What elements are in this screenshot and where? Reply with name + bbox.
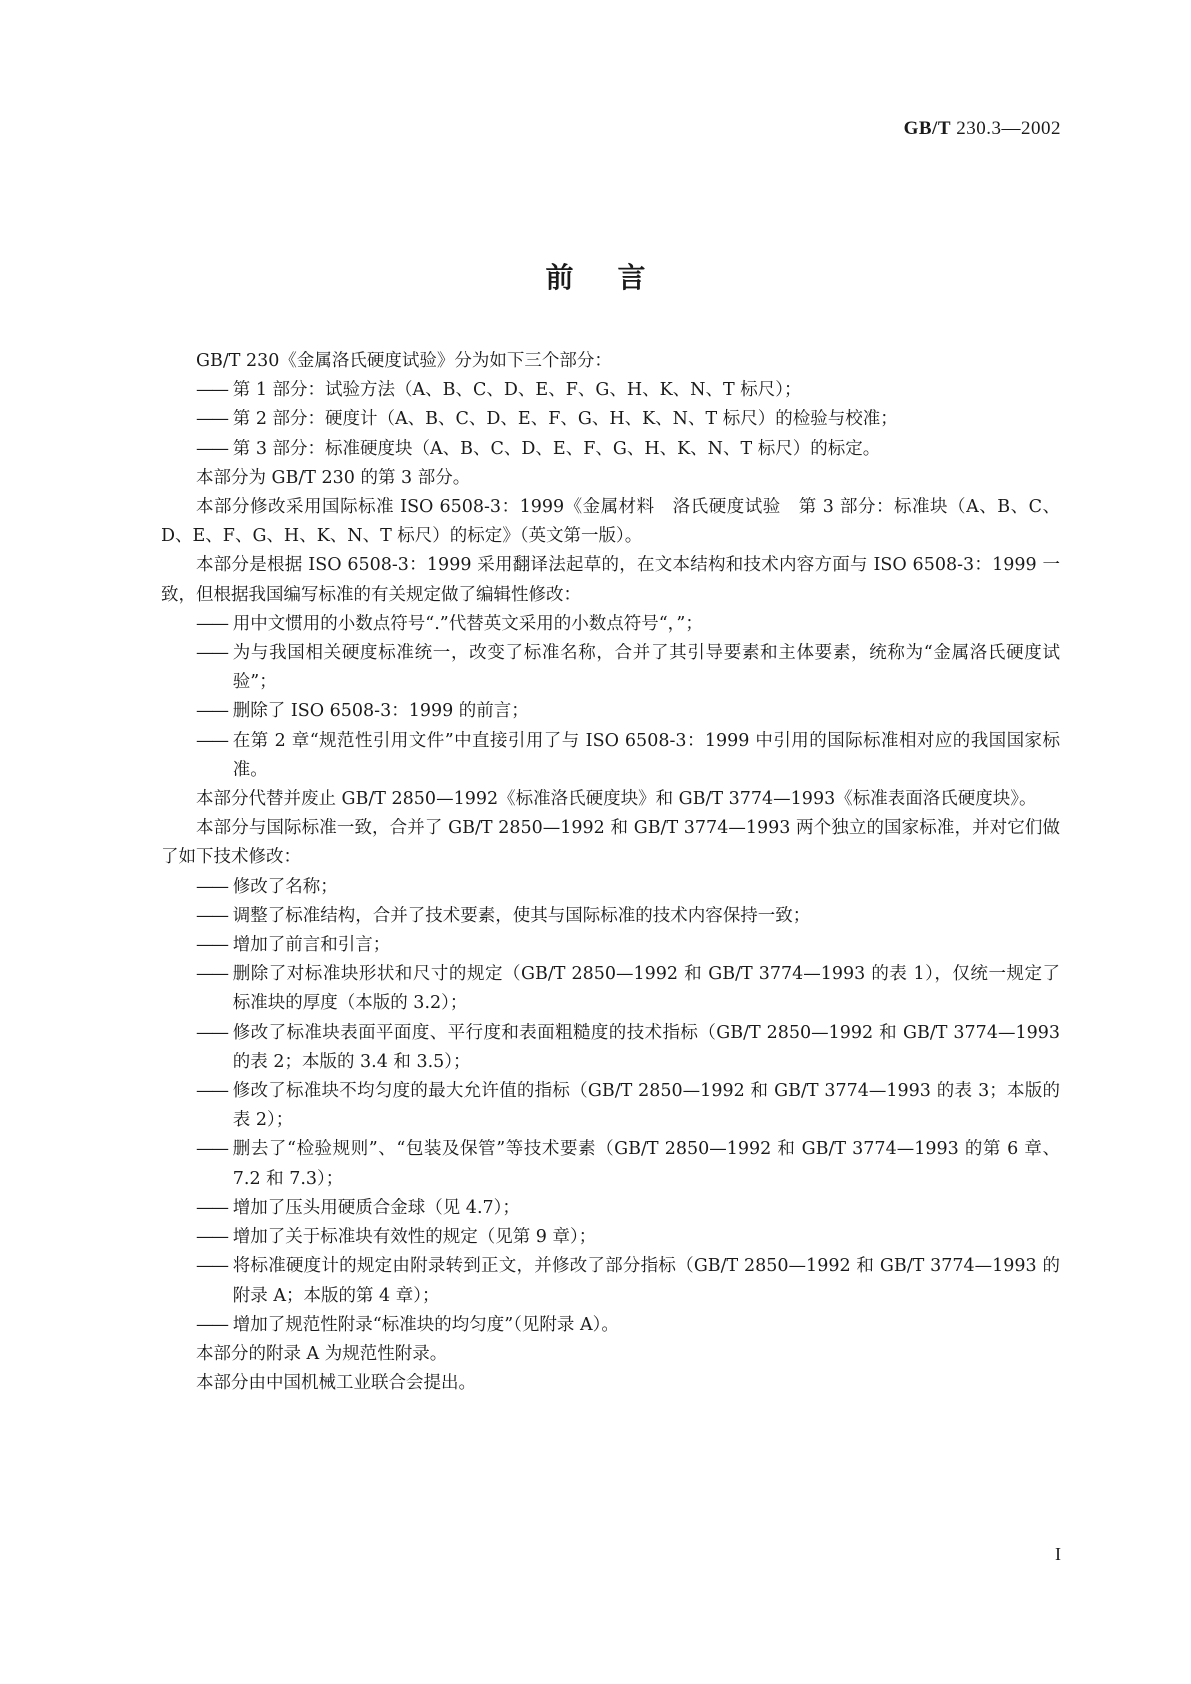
dash-marker: —— — [196, 1081, 227, 1102]
dash-item-text: 将标准硬度计的规定由附录转到正文，并修改了部分指标（GB/T 2850—1992 和 GB/T 3774—1993 的附录 A；本版的第 4 章）； — [232, 1256, 1060, 1306]
dash-marker: —— — [196, 730, 227, 751]
dash-marker: —— — [196, 1139, 227, 1160]
dash-item — [161, 1077, 1060, 1135]
dash-item-text: 调整了标准结构，合并了技术要素，使其与国际标准的技术内容保持一致； — [232, 905, 811, 926]
foreword-body — [161, 347, 1060, 1398]
dash-item — [161, 1019, 1060, 1077]
dash-marker: —— — [196, 438, 227, 459]
standard-prefix: GB/T — [903, 118, 951, 139]
dash-item-text: 删去了“检验规则”、“包装及保管”等技术要素（GB/T 2850—1992 和 GB/T 3774—1993 的第 6 章、7.2 和 7.3）； — [232, 1139, 1060, 1189]
dash-marker: —— — [196, 935, 227, 956]
dash-marker: —— — [196, 1314, 227, 1335]
dash-item — [161, 902, 1060, 931]
paragraph: GB/T 230《金属洛氏硬度试验》分为如下三个部分： — [196, 351, 612, 371]
dash-marker: —— — [196, 1197, 227, 1218]
dash-item — [161, 1223, 1060, 1252]
dash-marker: —— — [196, 876, 227, 897]
dash-item — [161, 1311, 1060, 1340]
dash-item-text: 增加了压头用硬质合金球（见 4.7）； — [232, 1197, 520, 1218]
dash-marker: —— — [196, 1256, 227, 1277]
dash-marker: —— — [196, 409, 227, 430]
dash-item — [161, 873, 1060, 902]
paragraph: 本部分代替并废止 GB/T 2850—1992《标准洛氏硬度块》和 GB/T 3774—1993《标准表面洛氏硬度块》。 — [196, 789, 1037, 810]
dash-marker: —— — [196, 1227, 227, 1248]
dash-item-text: 增加了关于标准块有效性的规定（见第 9 章）； — [232, 1227, 597, 1248]
dash-item-text: 增加了前言和引言； — [232, 935, 391, 956]
dash-item — [161, 931, 1060, 960]
page-number: I — [1055, 1544, 1061, 1564]
dash-item-text: 第 3 部分：标准硬度块（A、B、C、D、E、F、G、H、K、N、T 标尺）的标定。 — [232, 438, 881, 459]
paragraph: 本部分是根据 ISO 6508-3：1999 采用翻译法起草的，在文本结构和技术内容方面与 ISO 6508-3：1999 一致，但根据我国编写标准的有关规定做了编辑性修改： — [161, 555, 1060, 605]
standard-number: 230.3—2002 — [956, 118, 1061, 139]
dash-item — [161, 1194, 1060, 1223]
dash-item — [161, 1135, 1060, 1193]
dash-item — [161, 639, 1060, 697]
dash-item-text: 第 2 部分：硬度计（A、B、C、D、E、F、G、H、K、N、T 标尺）的检验与校准； — [232, 409, 898, 430]
dash-item — [161, 727, 1060, 785]
dash-item-text: 第 1 部分：试验方法（A、B、C、D、E、F、G、H、K、N、T 标尺）； — [232, 380, 802, 401]
paragraph: 本部分为 GB/T 230 的第 3 部分。 — [196, 467, 471, 488]
dash-item-text: 修改了标准块不均匀度的最大允许值的指标（GB/T 2850—1992 和 GB/T 3774—1993 的表 3；本版的表 2）； — [232, 1081, 1060, 1131]
dash-item-text: 删除了对标准块形状和尺寸的规定（GB/T 2850—1992 和 GB/T 3774—1993 的表 1），仅统一规定了标准块的厚度（本版的 3.2）； — [232, 964, 1060, 1014]
paragraph: 本部分与国际标准一致，合并了 GB/T 2850—1992 和 GB/T 3774—1993 两个独立的国家标准，并对它们做了如下技术修改： — [161, 818, 1060, 868]
dash-item — [161, 376, 1060, 405]
dash-marker: —— — [196, 964, 227, 985]
paragraph: 本部分由中国机械工业联合会提出。 — [196, 1373, 476, 1394]
paragraph: 本部分的附录 A 为规范性附录。 — [196, 1343, 448, 1364]
dash-item — [161, 435, 1060, 464]
dash-item-text: 修改了名称； — [232, 876, 338, 897]
dash-item-text: 增加了规范性附录“标准块的均匀度”（见附录 A）。 — [232, 1314, 619, 1335]
dash-item-text: 在第 2 章“规范性引用文件”中直接引用了与 ISO 6508-3：1999 中引用的国际标准相对应的我国国家标准。 — [232, 730, 1060, 780]
dash-item — [161, 1252, 1060, 1310]
paragraph: 本部分修改采用国际标准 ISO 6508-3：1999《金属材料 洛氏硬度试验 第 3 部分：标准块（A、B、C、D、E、F、G、H、K、N、T 标尺）的标定》（英文第一版）。 — [161, 497, 1060, 547]
dash-marker: —— — [196, 905, 227, 926]
dash-marker: —— — [196, 613, 227, 634]
dash-marker: —— — [196, 643, 227, 664]
dash-item-text: 为与我国相关硬度标准统一，改变了标准名称，合并了其引导要素和主体要素，统称为“金属洛氏硬度试验”； — [232, 643, 1060, 693]
dash-item-text: 修改了标准块表面平面度、平行度和表面粗糙度的技术指标（GB/T 2850—1992 和 GB/T 3774—1993 的表 2；本版的 3.4 和 3.5）； — [232, 1022, 1060, 1072]
dash-item-text: 用中文惯用的小数点符号“.”代替英文采用的小数点符号“，”； — [232, 613, 703, 634]
dash-item — [161, 610, 1060, 639]
dash-marker: —— — [196, 1022, 227, 1043]
dash-item — [161, 405, 1060, 434]
dash-marker: —— — [196, 701, 227, 722]
dash-item — [161, 697, 1060, 726]
standard-code — [904, 118, 1061, 140]
dash-marker: —— — [196, 380, 227, 401]
page-title: 前言 — [545, 261, 690, 294]
dash-item — [161, 960, 1060, 1018]
dash-item-text: 删除了 ISO 6508-3：1999 的前言； — [232, 701, 529, 722]
